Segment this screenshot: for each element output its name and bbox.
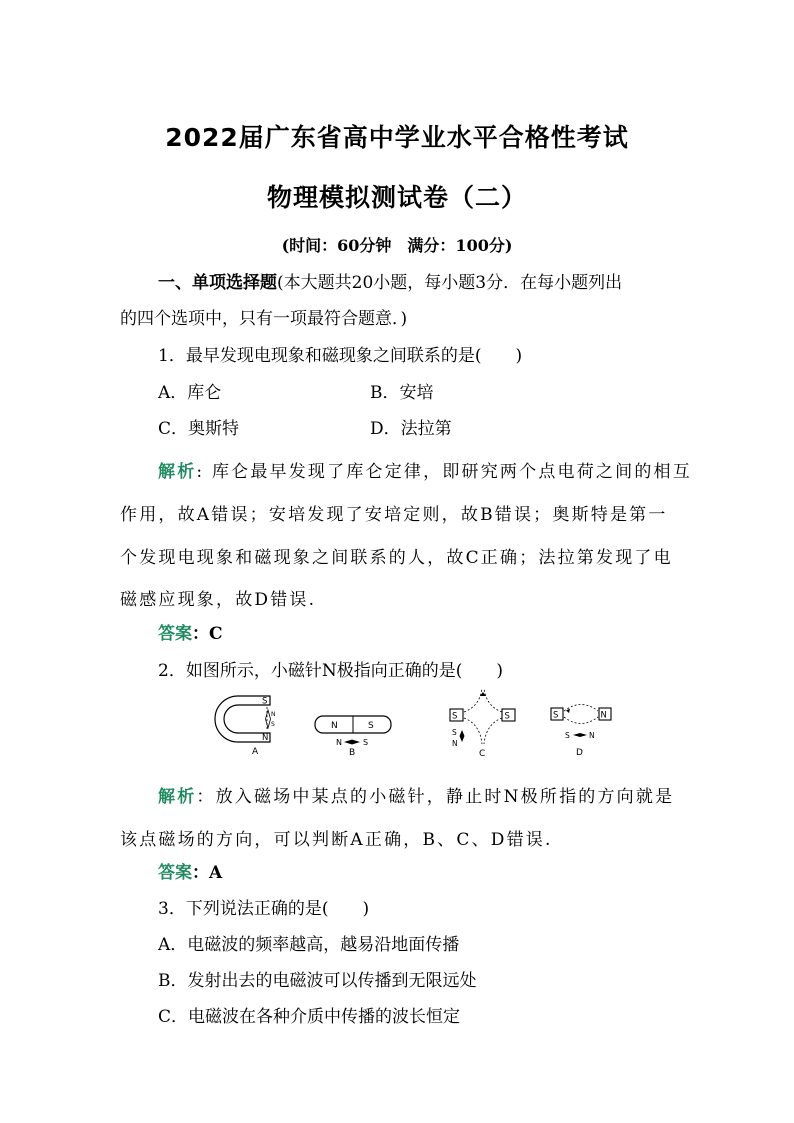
figure-b-needle-s: S xyxy=(363,738,369,747)
q2-stem: 2．如图所示，小磁针N极指向正确的是( ) xyxy=(158,661,503,681)
q2-analysis-line1 xyxy=(158,782,718,807)
q2-answer-label: 答案 xyxy=(158,863,192,883)
figure-d-needle xyxy=(573,733,587,737)
q1-option-a: A．库仑 xyxy=(158,383,222,403)
figure-d xyxy=(551,705,611,759)
section-heading: 一、单项选择题 xyxy=(158,273,277,293)
figure-c-needle-n: N xyxy=(452,739,458,748)
q1-analysis-line2: 作用，故A错误；安培发现了安培定则，故B错误；奥斯特是第一 xyxy=(120,505,668,525)
q2-analysis-text1: ：放入磁场中某点的小磁针，静止时N极所指的方向就是 xyxy=(196,787,675,807)
figure-b xyxy=(315,716,391,758)
q3-option-b: B．发射出去的电磁波可以传播到无限远处 xyxy=(158,971,477,991)
figure-a-label: A xyxy=(252,747,259,757)
figure-a-pole-s: S xyxy=(262,696,268,707)
figure-c-needle-s: S xyxy=(452,728,457,737)
figure-a-pole-n: N xyxy=(262,733,269,743)
q1-answer-label: 答案 xyxy=(158,624,192,644)
figure-c-needle xyxy=(460,730,465,742)
q1-stem: 1．最早发现电现象和磁现象之间联系的是( ) xyxy=(158,346,523,366)
figure-a-needle xyxy=(266,710,271,728)
q1-analysis-line4: 磁感应现象，故D错误. xyxy=(120,590,317,610)
q2-analysis-line2: 该点磁场的方向，可以判断A正确，B、C、D错误. xyxy=(120,830,553,850)
section-intro-text: (本大题共20小题，每小题3分．在每小题列出 xyxy=(277,273,623,293)
q3-stem: 3．下列说法正确的是( ) xyxy=(158,899,370,919)
q2-answer-value: ：A xyxy=(192,863,223,883)
q3-option-c: C．电磁波在各种介质中传播的波长恒定 xyxy=(158,1007,461,1027)
figure-d-pole-n: N xyxy=(600,710,607,721)
magnet-figure xyxy=(200,686,620,762)
q1-answer xyxy=(158,619,718,644)
figure-c xyxy=(450,688,515,759)
section-intro-line1 xyxy=(158,268,718,293)
figure-c-pole-left: S xyxy=(452,711,458,722)
q1-option-b: B．安培 xyxy=(370,383,434,403)
q1-analysis-line1 xyxy=(158,457,718,482)
figure-b-label: B xyxy=(349,748,356,758)
figure-c-pole-right: S xyxy=(504,711,510,722)
figure-b-pole-n: N xyxy=(331,721,338,731)
exam-info: (时间：60分钟 满分：100分) xyxy=(281,236,513,255)
figure-b-needle xyxy=(344,740,360,745)
q3-option-a: A．电磁波的频率越高，越易沿地面传播 xyxy=(158,935,460,955)
figure-a xyxy=(215,696,276,757)
figure-b-pole-s: S xyxy=(368,721,374,731)
q1-analysis-line3: 个发现电现象和磁现象之间联系的人，故C正确；法拉第发现了电 xyxy=(120,548,673,568)
figure-d-needle-s: S xyxy=(565,731,570,740)
exam-subtitle: 物理模拟测试卷（二） xyxy=(266,183,527,212)
exam-title: 2022届广东省高中学业水平合格性考试 xyxy=(165,123,629,152)
q1-analysis-label: 解析 xyxy=(158,462,197,482)
q1-option-d: D．法拉第 xyxy=(370,419,452,439)
q2-answer xyxy=(158,858,718,883)
figure-a-needle-s: S xyxy=(271,721,275,728)
figure-d-needle-n: N xyxy=(589,731,595,740)
q1-answer-value: ：C xyxy=(192,624,223,644)
figure-c-label: C xyxy=(479,749,486,759)
q1-analysis-text1: : 库仑最早发现了库仑定律，即研究两个点电荷之间的相互 xyxy=(196,462,692,482)
section-intro-line2: 的四个选项中，只有一项最符合题意．) xyxy=(120,309,408,329)
figure-d-pole-s: S xyxy=(553,710,559,721)
figure-d-label: D xyxy=(576,748,583,758)
figure-b-needle-n: N xyxy=(336,738,342,747)
figure-a-needle-n: N xyxy=(271,711,276,718)
q1-option-c: C．奥斯特 xyxy=(158,419,240,439)
q2-analysis-label: 解析 xyxy=(158,787,197,807)
